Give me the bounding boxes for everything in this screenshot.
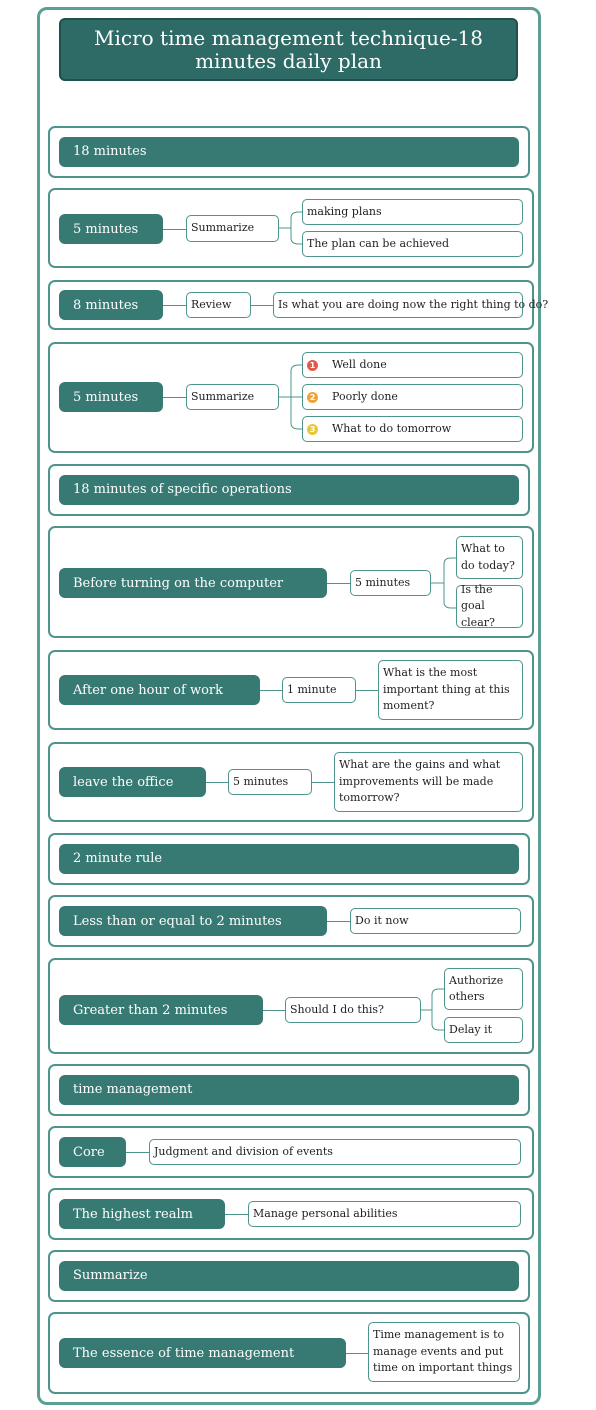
topic-node[interactable]: Greater than 2 minutes	[59, 995, 263, 1025]
branch-connector	[279, 212, 303, 246]
mid-node[interactable]: 5 minutes	[228, 769, 312, 795]
mid-node[interactable]: Review	[186, 292, 251, 318]
leaf-node[interactable]	[302, 384, 523, 410]
leaf-label: Well done	[332, 357, 387, 371]
leaf-node[interactable]: Manage personal abilities	[248, 1201, 521, 1227]
leaf-node[interactable]: Time management is to manage events and put time on important things	[368, 1322, 520, 1382]
connector	[126, 1152, 149, 1153]
leaf-node[interactable]: Is what you are doing now the right thing to do?	[273, 292, 523, 318]
mid-node[interactable]: Should I do this?	[285, 997, 421, 1023]
connector	[163, 397, 186, 398]
connector	[163, 229, 186, 230]
topic-node[interactable]: After one hour of work	[59, 675, 260, 705]
connector	[206, 782, 228, 783]
section-header[interactable]: 18 minutes	[59, 137, 519, 167]
section-header[interactable]: Summarize	[59, 1261, 519, 1291]
leaf-node[interactable]: Is the goal clear?	[456, 585, 523, 628]
branch-connector	[431, 558, 456, 608]
connector	[327, 583, 350, 584]
connector	[356, 690, 378, 691]
leaf-node[interactable]: Delay it	[444, 1017, 523, 1043]
leaf-node[interactable]	[302, 416, 523, 442]
leaf-node[interactable]: What is the most important thing at this moment?	[378, 660, 523, 720]
mid-node[interactable]: Summarize	[186, 384, 279, 410]
mid-node[interactable]: 5 minutes	[350, 570, 431, 596]
leaf-node[interactable]	[302, 352, 523, 378]
leaf-label: Poorly done	[332, 389, 398, 403]
topic-node[interactable]: Core	[59, 1137, 126, 1167]
leaf-node[interactable]: Do it now	[350, 908, 521, 934]
topic-node[interactable]: 8 minutes	[59, 290, 163, 320]
leaf-node[interactable]: making plans	[302, 199, 523, 225]
branch-connector	[279, 365, 303, 431]
topic-node[interactable]: leave the office	[59, 767, 206, 797]
topic-node[interactable]: 5 minutes	[59, 382, 163, 412]
topic-node[interactable]: Before turning on the computer	[59, 568, 327, 598]
page-title: Micro time management technique-18 minutes daily plan	[59, 18, 518, 81]
leaf-label: What to do tomorrow	[332, 421, 452, 435]
mid-node[interactable]: 1 minute	[282, 677, 356, 703]
branch-connector	[421, 989, 444, 1030]
connector	[163, 305, 186, 306]
connector	[260, 690, 282, 691]
section-header[interactable]: time management	[59, 1075, 519, 1105]
topic-node[interactable]: The essence of time management	[59, 1338, 346, 1368]
connector	[312, 782, 334, 783]
leaf-node[interactable]: Judgment and division of events	[149, 1139, 521, 1165]
priority-1-icon: 1	[307, 360, 318, 371]
leaf-node[interactable]: Authorize others	[444, 968, 523, 1010]
section-header[interactable]: 2 minute rule	[59, 844, 519, 874]
topic-node[interactable]: Less than or equal to 2 minutes	[59, 906, 327, 936]
topic-node[interactable]: 5 minutes	[59, 214, 163, 244]
priority-2-icon: 2	[307, 392, 318, 403]
connector	[346, 1353, 368, 1354]
leaf-node[interactable]: The plan can be achieved	[302, 231, 523, 257]
section-header[interactable]: 18 minutes of specific operations	[59, 475, 519, 505]
connector	[327, 921, 350, 922]
connector	[263, 1010, 285, 1011]
connector	[251, 305, 273, 306]
topic-node[interactable]: The highest realm	[59, 1199, 225, 1229]
connector	[225, 1214, 248, 1215]
leaf-node[interactable]: What are the gains and what improvements will be made tomorrow?	[334, 752, 523, 812]
priority-3-icon: 3	[307, 424, 318, 435]
leaf-node[interactable]: What to do today?	[456, 536, 523, 579]
mid-node[interactable]: Summarize	[186, 215, 279, 242]
